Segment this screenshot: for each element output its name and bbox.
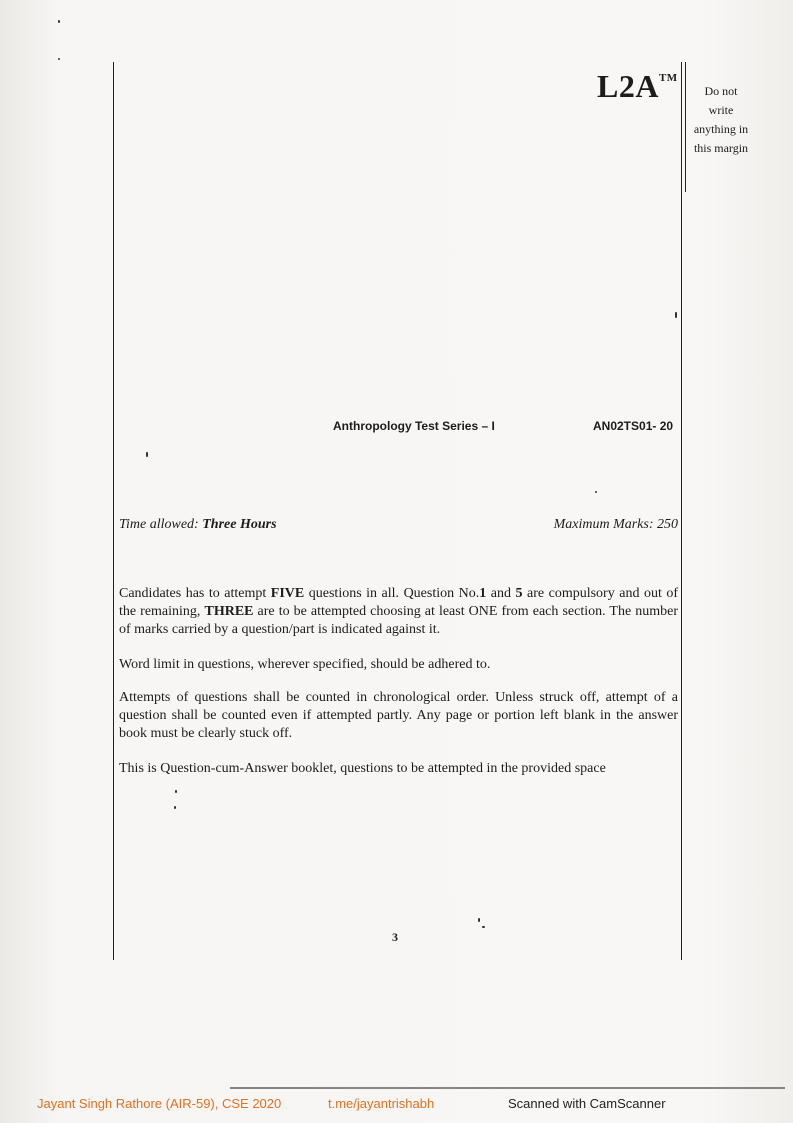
time-value: Three Hours [202,517,277,532]
instruction-booklet: This is Question-cum-Answer booklet, questions to be attempted in the provided space [119,761,606,776]
camscanner-watermark: Scanned with CamScanner [508,1096,666,1111]
logo-tm: TM [658,72,678,85]
instruction-text: are compulsory and out of the remaining, [119,586,679,619]
time-label: Time allowed: [119,517,203,532]
maximum-marks: Maximum Marks: 250 [553,517,678,532]
scan-speck [595,491,597,493]
footer-credit: Jayant Singh Rathore (AIR-59), CSE 2020 [37,1096,282,1111]
instruction-word-limit: Word limit in questions, wherever specified, should be adhered to. [119,657,491,672]
instruction-bold: 5 [515,586,523,601]
footer-telegram-link[interactable]: t.me/jayantrishabh [328,1096,435,1111]
margin-note-line: Do not [704,84,738,98]
test-series-code: AN02TS01- 20 [593,419,674,433]
margin-note-line: this margin [693,141,749,155]
scan-speck [146,452,148,457]
scan-speck [174,806,176,809]
right-margin-rule [681,62,682,960]
instruction-text: questions in all. Question No. [304,586,480,601]
margin-note [686,82,756,158]
time-allowed [119,517,277,533]
logo-text: L2A [597,68,659,104]
scan-speck [482,926,485,928]
instruction-text: Candidates has to attempt [119,586,271,601]
scan-speck [175,790,177,793]
instruction-text: are to be attempted choosing at least ONE from each section. The number of marks carried by a question/part is indicated against it. [119,604,678,637]
page-number: 3 [392,930,398,944]
instruction-chronological: Attempts of questions shall be counted in chronological order. Unless struck off, attempt of a question shall be counted even if attempted partly. Any page or portion left blank in the answer book must be clearly stuck off. [119,690,678,741]
left-margin-rule [113,62,114,960]
instruction-bold: FIVE [270,586,305,601]
scan-speck [478,918,480,922]
margin-note-line: write [708,103,734,117]
instruction-attempt [119,585,678,639]
instruction-text: and [486,586,516,601]
test-series-title: Anthropology Test Series – I [333,419,495,433]
l2a-logo [597,68,678,105]
scan-speck [58,20,60,23]
instruction-bold: THREE [204,604,254,619]
scan-speck [58,58,60,60]
scan-speck [675,312,677,318]
scan-edge-bar [230,1087,785,1089]
margin-note-line: anything in [693,122,749,136]
instruction-bold: 1 [479,586,487,601]
